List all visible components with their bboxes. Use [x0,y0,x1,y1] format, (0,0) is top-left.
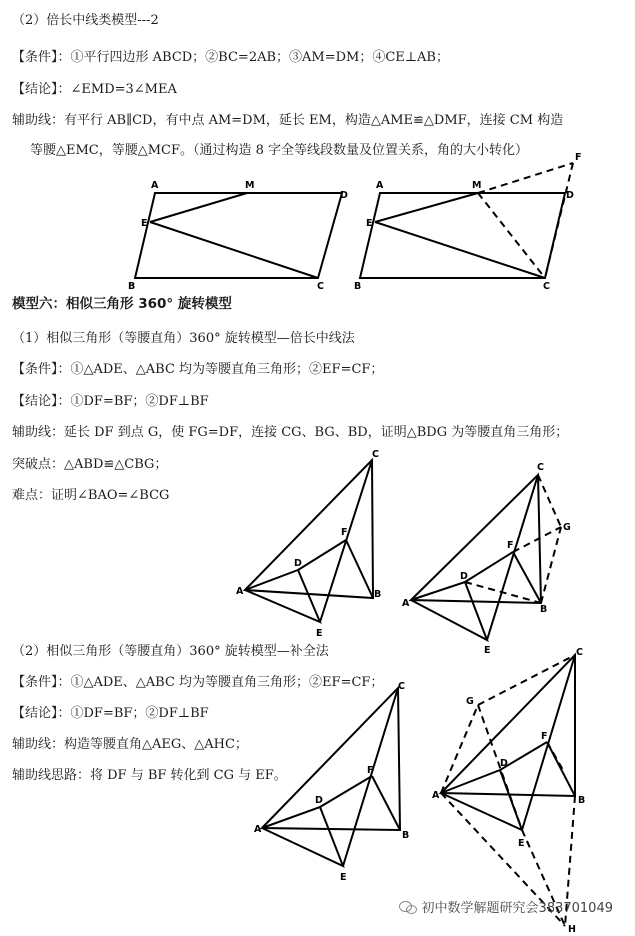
svg-text:A: A [254,824,262,835]
svg-text:B: B [374,589,382,600]
svg-text:F: F [541,731,548,742]
section1-aux-line-2: 等腰△EMC，等腰△MCF。（通过构造 8 字全等线段数量及位置关系，角的大小转化） [30,143,529,158]
section1-condition: 【条件】：①平行四边形 ABCD；②BC=2AB；③AM=DM；④CE⊥AB； [12,50,449,65]
svg-text:B: B [354,281,362,292]
svg-text:A: A [151,180,159,191]
svg-text:M: M [245,180,255,191]
svg-text:A: A [236,586,244,597]
section1-aux-line-1: 辅助线：有平行 AB∥CD，有中点 AM=DM，延长 EM，构造△AME≌△DMF，连接 CM 构造 [12,113,564,128]
svg-text:C: C [543,281,550,292]
svg-text:C: C [576,647,583,658]
section3-conclusion: 【结论】：①DF=BF；②DF⊥BF [12,706,209,721]
watermark [399,897,613,916]
section3-heading: （2）相似三角形（等腰直角）360° 旋转模型—补全法 [12,644,329,659]
svg-text:D: D [500,758,508,769]
svg-text:D: D [566,190,574,201]
svg-text:M: M [472,180,482,191]
svg-text:F: F [341,527,348,538]
section1-heading: （2）倍长中线类模型---2 [12,13,159,28]
svg-text:B: B [578,795,586,806]
section2-breakthrough: 突破点：△ABD≌△CBG； [12,457,168,472]
svg-text:F: F [575,152,582,163]
section2-condition: 【条件】：①△ADE、△ABC 均为等腰直角三角形；②EF=CF； [12,362,384,377]
svg-text:F: F [507,540,514,551]
svg-text:D: D [294,558,302,569]
svg-text:G: G [466,696,474,707]
svg-text:C: C [372,449,379,460]
svg-text:F: F [367,765,374,776]
svg-text:E: E [484,645,491,656]
section2-title: 模型六：相似三角形 360° 旋转模型 [12,296,232,312]
wechat-icon [399,900,417,914]
svg-text:H: H [568,924,576,935]
svg-text:E: E [141,218,148,229]
svg-text:C: C [537,462,544,473]
section3-aux-line: 辅助线：构造等腰直角△AEG、△AHC； [12,737,248,752]
svg-text:B: B [128,281,136,292]
svg-text:G: G [563,522,571,533]
svg-text:B: B [540,604,548,615]
section2-aux-line: 辅助线：延长 DF 到点 G，使 FG=DF，连接 CG、BG、BD，证明△BDG 为等腰直角三角形； [12,425,569,440]
svg-text:C: C [398,681,405,692]
watermark-text: 初中数学解题研究会383701049 [421,901,613,916]
svg-text:E: E [518,838,525,849]
section2-heading: （1）相似三角形（等腰直角）360° 旋转模型—倍长中线法 [12,331,355,346]
svg-text:D: D [460,571,468,582]
svg-text:E: E [340,872,347,883]
svg-text:D: D [340,190,348,201]
svg-text:A: A [402,598,410,609]
svg-text:D: D [315,795,323,806]
svg-text:E: E [316,628,323,639]
section3-aux-idea: 辅助线思路：将 DF 与 BF 转化到 CG 与 EF。 [12,768,287,783]
section3-condition: 【条件】：①△ADE、△ABC 均为等腰直角三角形；②EF=CF； [12,675,384,690]
svg-text:A: A [376,180,384,191]
svg-text:A: A [432,790,440,801]
section2-difficulty: 难点：证明∠BAO=∠BCG [12,488,170,503]
section2-conclusion: 【结论】：①DF=BF；②DF⊥BF [12,394,209,409]
svg-text:E: E [366,218,373,229]
svg-text:B: B [402,830,410,841]
section1-conclusion: 【结论】：∠EMD=3∠MEA [12,82,177,97]
svg-text:C: C [317,281,324,292]
